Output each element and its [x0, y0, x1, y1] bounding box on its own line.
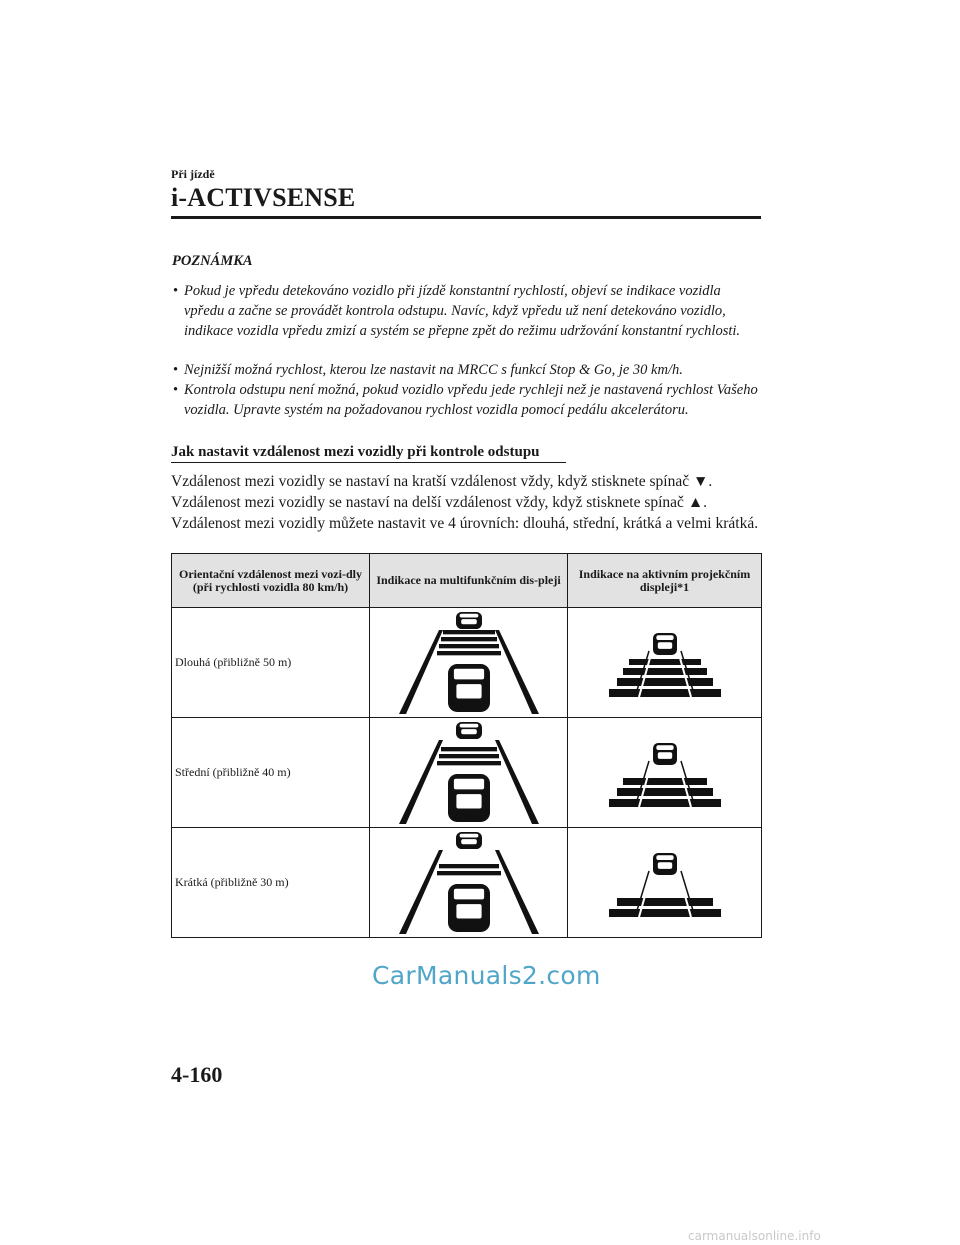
- body-paragraph: Vzdálenost mezi vozidly se nastaví na kratší vzdálenost vždy, když stisknete spínač ▼.: [171, 473, 713, 490]
- lane-line-right: [495, 630, 539, 714]
- multifunction-display-cell: [370, 828, 568, 938]
- multifunction-display-long-icon: [399, 612, 539, 714]
- section-label: Při jízdě: [171, 167, 215, 181]
- lane-line-left: [399, 850, 443, 934]
- distance-bar: [609, 909, 721, 917]
- table-row: [172, 828, 762, 938]
- distance-bar: [439, 644, 499, 648]
- lane-line-left: [399, 740, 443, 824]
- body-paragraph: Vzdálenost mezi vozidly můžete nastavit ve 4 úrovních: dlouhá, střední, krátká a velmi krátká.: [171, 515, 759, 532]
- distance-bar: [441, 637, 497, 641]
- table-row: [172, 608, 762, 718]
- distance-bar: [617, 898, 713, 906]
- projection-display-short-icon: [595, 849, 735, 917]
- distance-bar: [617, 788, 713, 796]
- distance-label: Střední (přibližně 40 m): [172, 718, 370, 828]
- page-number: 4-160: [171, 1062, 223, 1087]
- distance-bar: [441, 747, 497, 751]
- table-header-distance: Orientační vzdálenost mezi vozi-dly (při rychlosti vozidla 80 km/h): [172, 554, 370, 608]
- distance-bar: [443, 630, 495, 634]
- lane-line-right: [495, 740, 539, 824]
- page-title: i-ACTIVSENSE: [171, 183, 356, 212]
- note-item: • Kontrola odstupu není možná, pokud vozidlo vpředu jede rychleji než je nastavená rychlost Vašeho vozidla. Upravte systém na požadovanou rychlost vozidla pomocí pedálu akcelerátoru.: [173, 382, 758, 418]
- own-vehicle-icon: [448, 884, 490, 932]
- note-title: POZNÁMKA: [172, 253, 253, 269]
- vehicle-ahead-icon: [456, 722, 482, 739]
- subheading-underline: [171, 462, 566, 463]
- distance-bar: [437, 871, 501, 875]
- multifunction-display-medium-icon: [399, 722, 539, 824]
- own-vehicle-icon: [448, 664, 490, 712]
- note-item: • Pokud je vpředu detekováno vozidlo při jízdě konstantní rychlostí, objeví se indikace vozidla vpředu a začne se provádět kontrola odstupu. Navíc, když vpředu už není detekováno vozidlo, indikace vozidla vpředu zmizí a systém se přepne zpět do režimu udržování konstantní rychlosti.: [173, 283, 741, 339]
- distance-bar: [617, 678, 713, 686]
- table-header-multifunction: Indikace na multifunkčním dis-pleji: [370, 554, 568, 608]
- vehicle-ahead-icon: [653, 743, 677, 765]
- section-subheading: Jak nastavit vzdálenost mezi vozidly při kontrole odstupu: [171, 444, 540, 460]
- distance-bar: [437, 761, 501, 765]
- bullet-icon: •: [173, 283, 179, 299]
- multifunction-display-cell: [370, 608, 568, 718]
- projection-display-medium-icon: [595, 739, 735, 807]
- distance-bar: [439, 864, 499, 868]
- lane-line-right: [495, 850, 539, 934]
- projection-display-cell: [568, 718, 762, 828]
- header-divider: [171, 216, 761, 219]
- watermark-text: CarManuals2.com: [372, 961, 601, 990]
- distance-bar: [623, 778, 707, 785]
- distance-label: Krátká (přibližně 30 m): [172, 828, 370, 938]
- multifunction-display-short-icon: [399, 832, 539, 934]
- vehicle-ahead-icon: [456, 832, 482, 849]
- table-header-projection: Indikace na aktivním projekčním displeji*1: [568, 554, 762, 608]
- distance-bar: [629, 659, 701, 665]
- distance-bar: [623, 668, 707, 675]
- own-vehicle-icon: [448, 774, 490, 822]
- distance-bar: [609, 689, 721, 697]
- distance-table: [171, 553, 762, 938]
- distance-label: Dlouhá (přibližně 50 m): [172, 608, 370, 718]
- vehicle-ahead-icon: [456, 612, 482, 629]
- table-header-row: [172, 554, 762, 608]
- projection-display-cell: [568, 608, 762, 718]
- lane-line-left: [399, 630, 443, 714]
- distance-bar: [609, 799, 721, 807]
- footer-watermark: carmanualsonline.info: [688, 1229, 821, 1243]
- body-paragraph: Vzdálenost mezi vozidly se nastaví na delší vzdálenost vždy, když stisknete spínač ▲.: [171, 494, 708, 511]
- note-item: • Nejnižší možná rychlost, kterou lze nastavit na MRCC s funkcí Stop & Go, je 30 km/h.: [173, 362, 683, 378]
- vehicle-ahead-icon: [653, 853, 677, 875]
- projection-display-long-icon: [595, 629, 735, 697]
- multifunction-display-cell: [370, 718, 568, 828]
- projection-display-cell: [568, 828, 762, 938]
- distance-bar: [437, 651, 501, 655]
- vehicle-ahead-icon: [653, 633, 677, 655]
- table-row: [172, 718, 762, 828]
- bullet-icon: •: [173, 362, 179, 378]
- distance-bar: [439, 754, 499, 758]
- bullet-icon: •: [173, 382, 179, 398]
